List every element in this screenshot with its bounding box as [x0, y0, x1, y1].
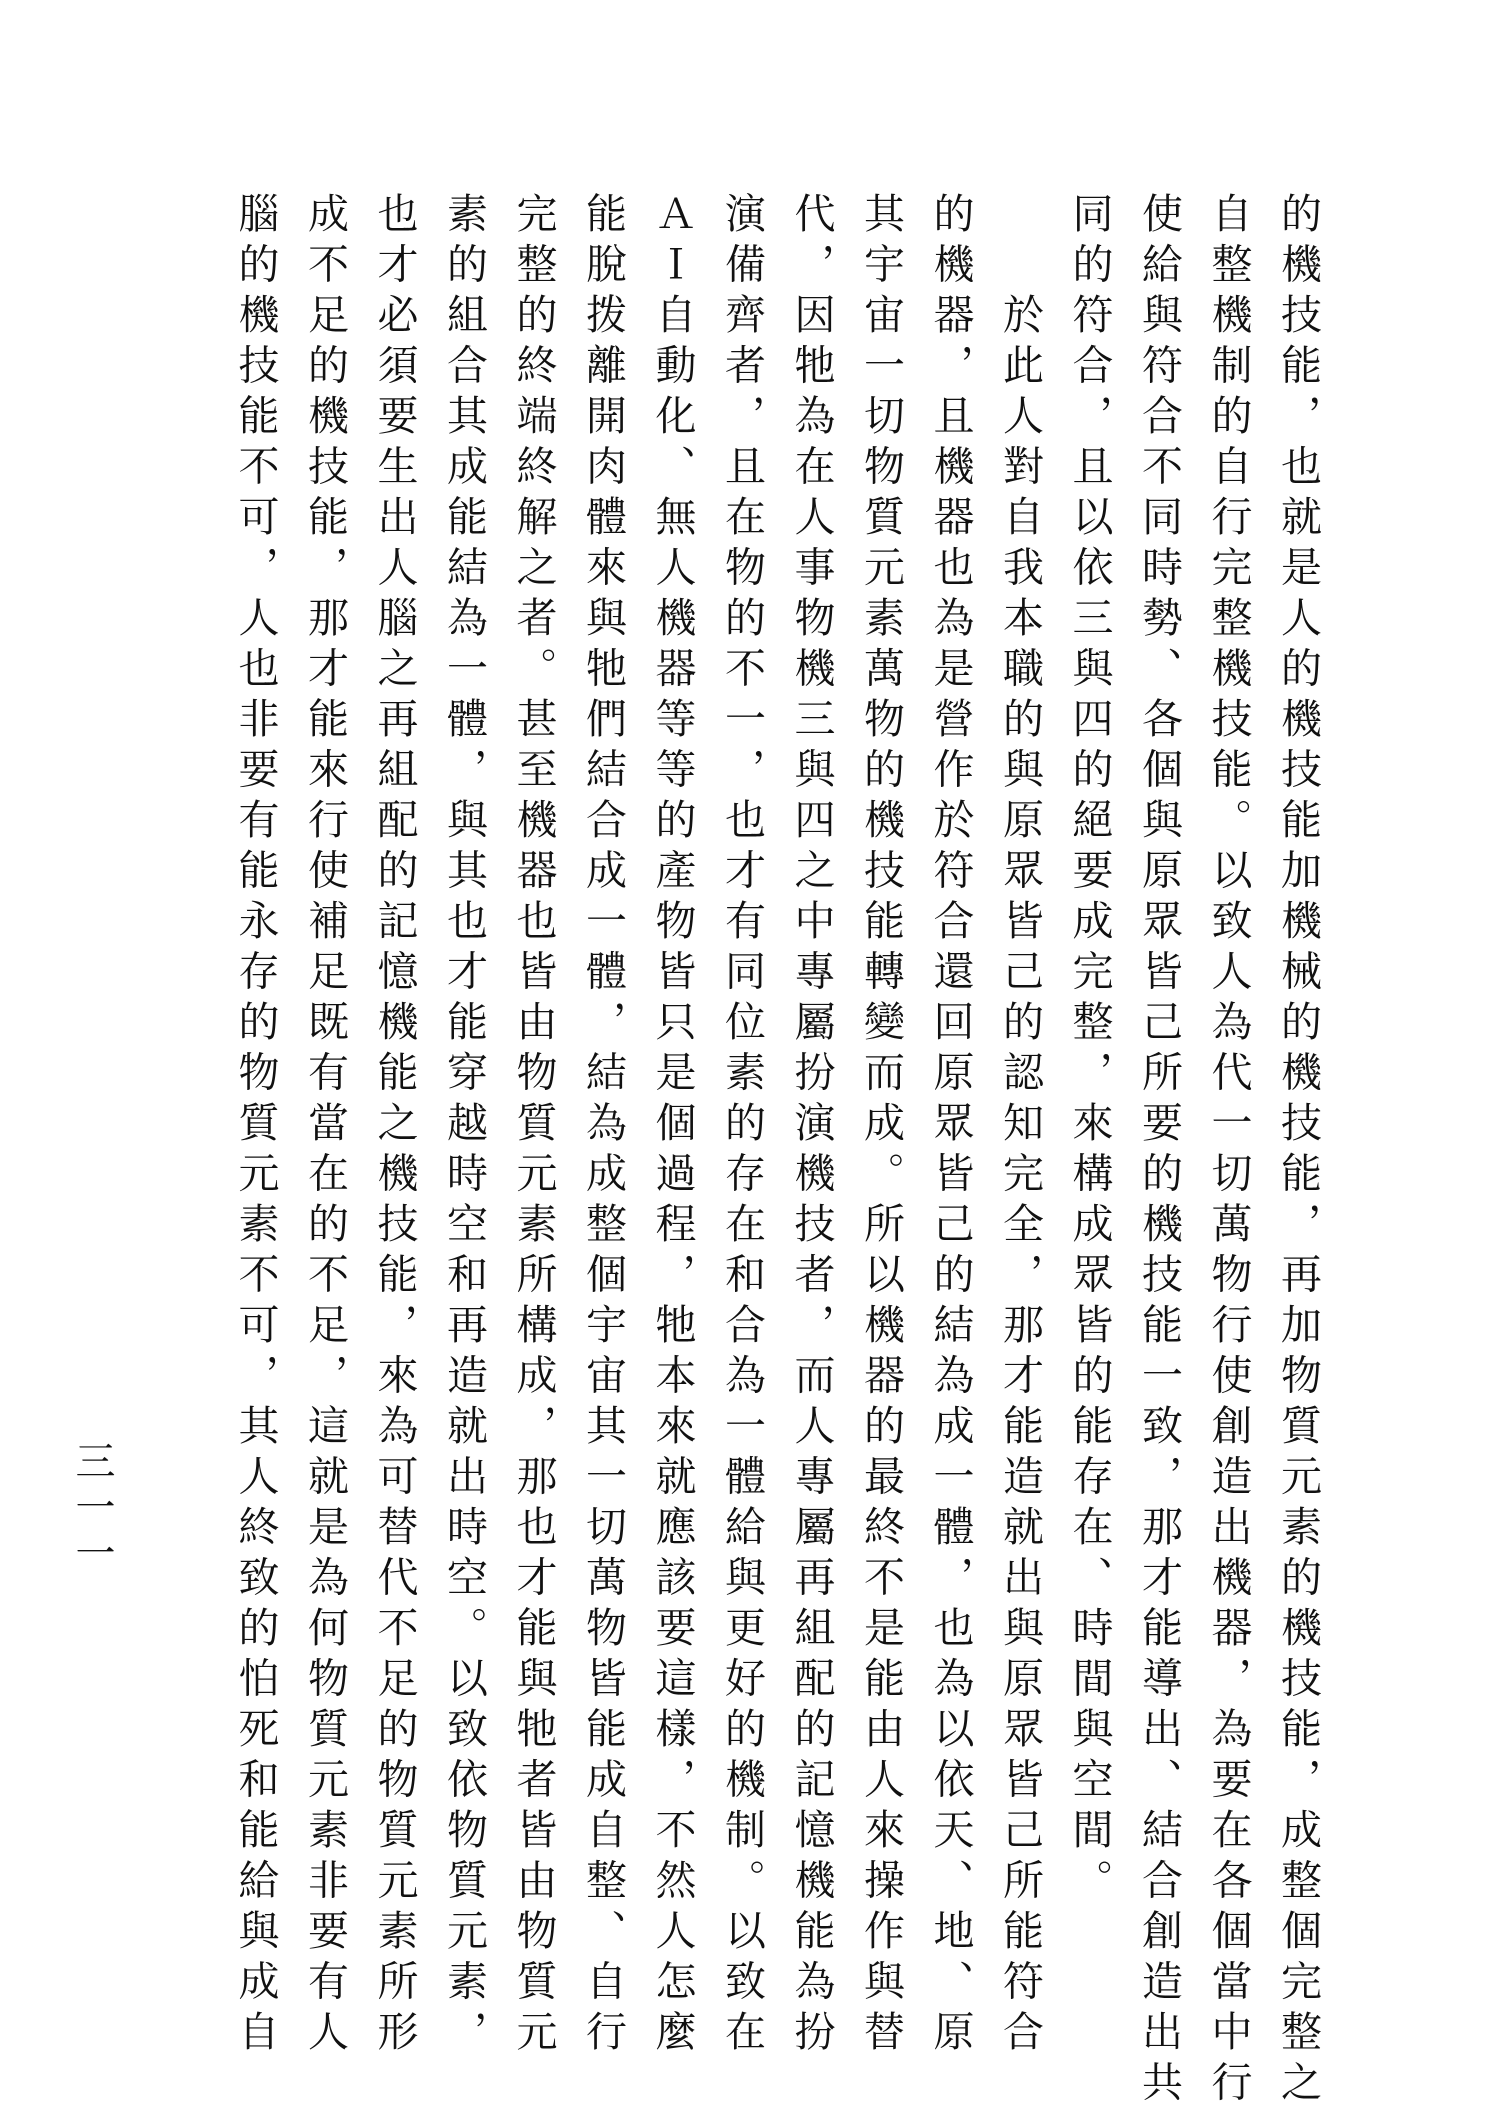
- text-column: 使給與符合不同時勢、各個與原眾皆己所要的機技能一致，那才能導出、結合創造出共: [1135, 192, 1183, 2111]
- text-column: 的機器，且機器也為是營作於符合還回原眾皆己的結為成一體，也為以依天、地、原: [926, 192, 975, 2061]
- page-number: 三一一: [69, 1440, 115, 1578]
- text-column: 於此人對自我本職的與原眾皆己的認知完全，那才能造就出與原眾皆己所能符合: [996, 192, 1044, 2061]
- text-column: 素的組合其成能結為一體，與其也才能穿越時空和再造就出時空。以致依物質元素，: [440, 192, 488, 2061]
- text-column: 演備齊者，且在物的不一，也才有同位素的存在和合為一體給與更好的機制。以致在: [718, 192, 766, 2061]
- vertical-text-body: [220, 192, 1332, 2111]
- text-column: 也才必須要生出人腦之再組配的記憶機能之機技能，來為可替代不足的物質元素所形: [370, 192, 419, 2061]
- text-column: 腦的機技能不可，人也非要有能永存的物質元素不可，其人終致的怕死和能給與成自: [231, 192, 280, 2061]
- text-column: 其宇宙一切物質元素萬物的機技能轉變而成。所以機器的最終不是能由人來操作與替: [857, 192, 905, 2061]
- text-column: 完整的終端終解之者。甚至機器也皆由物質元素所構成，那也才能與牠者皆由物質元: [509, 192, 558, 2061]
- text-column: 同的符合，且以依三與四的絕要成完整，來構成眾皆的能存在、時間與空間。: [1065, 192, 1114, 1909]
- text-column: 代，因牠為在人事物機三與四之中專屬扮演機技者，而人專屬再組配的記憶機能為扮: [787, 192, 836, 2061]
- text-column: 的機技能，也就是人的機技能加機械的機技能，再加物質元素的機技能，成整個完整之: [1274, 192, 1322, 2111]
- text-column: 能脫拨離開肉體來與牠們結合成一體，結為成整個宇宙其一切萬物皆能成自整、自行: [579, 192, 627, 2061]
- text-column: 成不足的機技能，那才能來行使補足既有當在的不足，這就是為何物質元素非要有人: [301, 192, 349, 2061]
- text-column: ＡＩ自動化、無人機器等等的產物皆只是個過程，牠本來就應該要這樣，不然人怎麼: [648, 192, 697, 2061]
- text-column: 自整機制的自行完整機技能。以致人為代一切萬物行使創造出機器，為要在各個當中行: [1204, 192, 1253, 2111]
